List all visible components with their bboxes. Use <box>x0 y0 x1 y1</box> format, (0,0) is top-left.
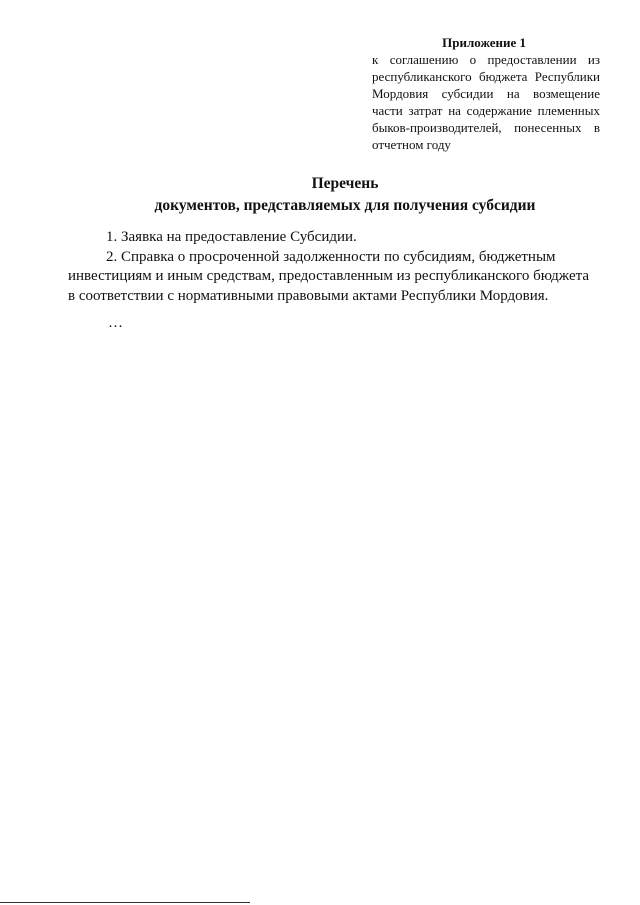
heading-subtitle: документов, представляемых для получения субсидии <box>154 197 536 214</box>
heading-title: Перечень <box>311 175 379 192</box>
ellipsis-mark: … <box>108 315 125 331</box>
appendix-line: отчетном году <box>372 137 451 152</box>
footer-divider <box>0 902 250 903</box>
appendix-title: Приложение 1 <box>442 35 526 50</box>
list-item-1: 1. Заявка на предоставление Субсидии. <box>106 229 357 245</box>
appendix-line: к соглашению о предоставлении из <box>372 52 600 67</box>
appendix-line: республиканского бюджета Республики <box>372 69 600 84</box>
list-item-2-line-3: в соответствии с нормативными правовыми актами Республики Мордовия. <box>68 287 549 304</box>
appendix-line: части затрат на содержание племенных <box>372 103 600 118</box>
appendix-line: Мордовия субсидии на возмещение <box>372 86 600 101</box>
document-body <box>68 228 598 334</box>
appendix-line: быков-производителей, понесенных в <box>372 120 600 135</box>
appendix-block <box>372 34 600 153</box>
list-item-2-line-1: 2. Справка о просроченной задолженности по субсидиям, бюджетным <box>106 248 556 265</box>
document-heading <box>100 173 590 217</box>
list-item-2-line-2: инвестициям и иным средствам, предоставленным из республиканского бюджета <box>68 268 589 284</box>
